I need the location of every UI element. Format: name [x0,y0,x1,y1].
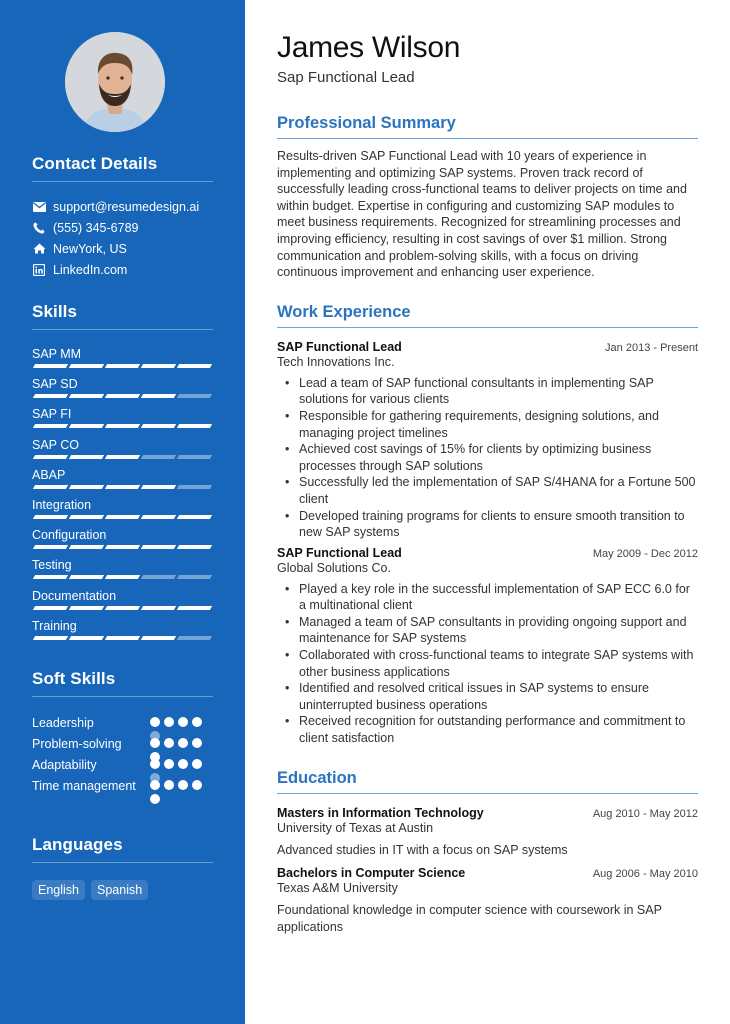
skill-level-segment [177,364,212,368]
skill-level-bar [34,636,213,640]
skill-level-segment [33,515,68,519]
skill-level-segment [105,424,140,428]
education-title: Education [277,769,698,794]
skill-level-segment [105,606,140,610]
skill-item [32,376,213,406]
home-icon [32,242,46,256]
job-bullet: • Played a key role in the successful implementation of SAP ECC 6.0 for a multinational client [299,581,698,614]
skill-level-segment [141,364,176,368]
skill-level-bar [34,485,213,489]
soft-skill-name: Time management [32,779,136,793]
skill-item [32,406,213,436]
skills-section [32,302,213,648]
education-dates: Aug 2006 - May 2010 [592,868,698,881]
education-entry [277,806,698,859]
skill-name: Documentation [32,588,117,603]
job-entry [277,546,698,747]
skill-level-segment [69,636,104,640]
job-bullet: • Lead a team of SAP functional consultants in implementing SAP solutions for various clients [299,375,698,408]
skill-level-bar [34,575,213,579]
rating-dot [192,717,202,727]
main-content [277,30,698,935]
rating-dot [150,794,160,804]
soft-skill-item [32,734,213,755]
skill-level-segment [105,545,140,549]
candidate-name: James Wilson [277,31,461,64]
skill-name: Integration [32,497,92,512]
contact-phone[interactable] [32,217,213,238]
degree-title: Masters in Information Technology [277,805,484,820]
languages-section [32,835,213,900]
rating-dot [164,717,174,727]
degree-title: Bachelors in Computer Science [277,866,466,881]
rating-dot [164,780,174,790]
skill-item [32,588,213,618]
skill-level-segment [141,545,176,549]
job-bullet: • Identified and resolved critical issues in SAP systems to ensure uninterrupted business operations [299,680,698,713]
skill-level-segment [33,636,68,640]
skills-title: Skills [32,302,213,330]
skill-item [32,346,213,376]
skill-item [32,527,213,557]
rating-dot [192,738,202,748]
school-name: Texas A&M University [277,881,398,896]
skill-level-segment [177,545,212,549]
rating-dot [178,780,188,790]
job-bullets [277,375,698,541]
job-title: SAP Functional Lead [277,339,402,354]
soft-skill-name: Adaptability [32,758,97,772]
soft-skill-item [32,776,213,797]
skill-level-segment [33,606,68,610]
skill-level-segment [69,606,104,610]
job-bullet: • Responsible for gathering requirements, designing solutions, and managing project timelines [299,408,698,441]
soft-skill-rating [150,713,206,725]
linkedin-icon [32,263,46,277]
skill-level-segment [33,455,68,459]
job-bullet: • Successfully led the implementation of SAP S/4HANA for a Fortune 500 client [299,474,698,507]
contact-location-text: NewYork, US [53,241,127,256]
skill-level-bar [34,515,213,519]
avatar [65,32,165,132]
skill-name: SAP FI [32,407,72,422]
contact-section [32,154,213,280]
skill-level-segment [69,455,104,459]
job-dates: Jan 2013 - Present [605,341,698,354]
rating-dot [192,780,202,790]
job-company: Global Solutions Co. [277,560,391,575]
skill-level-segment [105,364,140,368]
soft-skills-list [32,713,213,797]
envelope-icon [32,200,46,214]
soft-skill-item [32,755,213,776]
skill-level-segment [69,394,104,398]
sidebar [0,0,245,1024]
rating-dot [164,759,174,769]
skill-level-bar [34,606,213,610]
skill-item [32,467,213,497]
contact-phone-text: (555) 345-6789 [53,220,139,235]
profile-photo [65,32,165,132]
summary-text: Results-driven SAP Functional Lead with 10 years of experience in implementing and optimizing SAP systems. Proven track record of successfully leading cross-functional teams to deliver projects on time and within budget. Expertise in configuring and customizing SAP modules to meet business requirements. Recognized for streamlining processes and improving efficiency, resulting in cost savings of over $1 million. Strong communication and problem-solving skills, with a focus on driving continuous improvement and enhancing user experience. [277,149,687,280]
school-name: University of Texas at Austin [277,820,434,835]
skill-level-bar [34,364,213,368]
soft-skill-item [32,713,213,734]
rating-dot [150,759,160,769]
soft-skill-rating [150,734,206,746]
job-title: SAP Functional Lead [277,545,402,560]
job-bullet: • Managed a team of SAP consultants in providing ongoing support and maintenance for SAP systems [299,614,698,647]
language-badge: Spanish [91,880,148,900]
skill-level-segment [33,424,68,428]
rating-dot [192,759,202,769]
skills-list [32,346,213,648]
soft-skill-rating [150,755,206,767]
skill-level-segment [141,394,176,398]
skill-level-segment [177,636,212,640]
job-bullet: • Collaborated with cross-functional teams to integrate SAP systems with other business applications [299,647,698,680]
skill-level-segment [105,394,140,398]
skill-item [32,437,213,467]
summary-title: Professional Summary [277,114,698,139]
job-bullet: • Developed training programs for clients to ensure smooth transition to new SAP systems [299,508,698,541]
summary-section [277,114,698,281]
skill-item [32,618,213,648]
experience-title: Work Experience [277,303,698,328]
skill-level-bar [34,545,213,549]
job-bullets [277,581,698,747]
skill-level-bar [34,394,213,398]
job-dates: May 2009 - Dec 2012 [592,547,698,560]
skill-level-segment [177,424,212,428]
skill-level-segment [141,636,176,640]
contact-email[interactable] [32,196,213,217]
soft-skill-rating [150,776,206,788]
skill-level-bar [34,455,213,459]
skill-level-segment [69,545,104,549]
education-description: Advanced studies in IT with a focus on SAP systems [277,842,568,857]
skill-level-segment [177,575,212,579]
skill-name: SAP MM [32,347,82,361]
education-section [277,769,698,936]
skill-name: SAP CO [32,437,80,452]
skill-item [32,557,213,587]
candidate-role: Sap Functional Lead [277,69,415,86]
skill-level-segment [105,455,140,459]
skill-level-segment [105,485,140,489]
education-entry [277,866,698,935]
contact-linkedin-text: LinkedIn.com [53,262,128,277]
skill-level-segment [141,606,176,610]
skill-item [32,497,213,527]
job-entry [277,340,698,541]
experience-section [277,303,698,747]
skill-level-segment [105,515,140,519]
skill-level-segment [177,394,212,398]
contact-email-text: support@resumedesign.ai [53,199,200,214]
skill-name: Configuration [32,528,107,543]
rating-dot [178,717,188,727]
skill-level-segment [141,575,176,579]
skill-level-segment [69,364,104,368]
soft-skill-name: Leadership [32,716,94,730]
skill-level-segment [177,485,212,489]
skill-level-segment [69,515,104,519]
languages-title: Languages [32,835,213,863]
rating-dot [178,738,188,748]
contact-linkedin[interactable] [32,259,213,280]
skill-level-segment [177,515,212,519]
skill-name: Training [32,618,77,633]
skill-level-segment [141,424,176,428]
soft-skills-section [32,669,213,797]
skill-level-segment [69,424,104,428]
skill-level-segment [105,636,140,640]
skill-level-segment [105,575,140,579]
skill-level-segment [69,575,104,579]
skill-level-segment [33,394,68,398]
rating-dot [150,717,160,727]
soft-skill-name: Problem-solving [32,737,122,751]
rating-dot [150,780,160,790]
skill-level-segment [33,575,68,579]
language-badge: English [32,880,85,900]
skill-level-segment [33,485,68,489]
skill-level-segment [33,364,68,368]
skill-level-segment [33,545,68,549]
skill-name: ABAP [32,467,66,482]
skill-name: SAP SD [32,377,78,392]
skill-level-segment [177,455,212,459]
contact-location [32,238,213,259]
rating-dot [164,738,174,748]
job-company: Tech Innovations Inc. [277,354,395,369]
rating-dot [150,738,160,748]
job-bullet: • Achieved cost savings of 15% for clients by optimizing business processes through SAP solutions [299,441,698,474]
skill-level-segment [141,485,176,489]
skill-level-segment [177,606,212,610]
skill-level-segment [141,515,176,519]
soft-skills-title: Soft Skills [32,669,213,697]
skill-level-segment [69,485,104,489]
skill-name: Testing [32,558,72,573]
rating-dot [178,759,188,769]
skill-level-bar [34,424,213,428]
contact-title: Contact Details [32,154,213,182]
phone-icon [32,221,46,235]
education-description: Foundational knowledge in computer science with coursework in SAP applications [277,903,662,934]
job-bullet: • Received recognition for outstanding performance and commitment to client satisfaction [299,713,698,746]
education-dates: Aug 2010 - May 2012 [592,807,698,820]
skill-level-segment [141,455,176,459]
